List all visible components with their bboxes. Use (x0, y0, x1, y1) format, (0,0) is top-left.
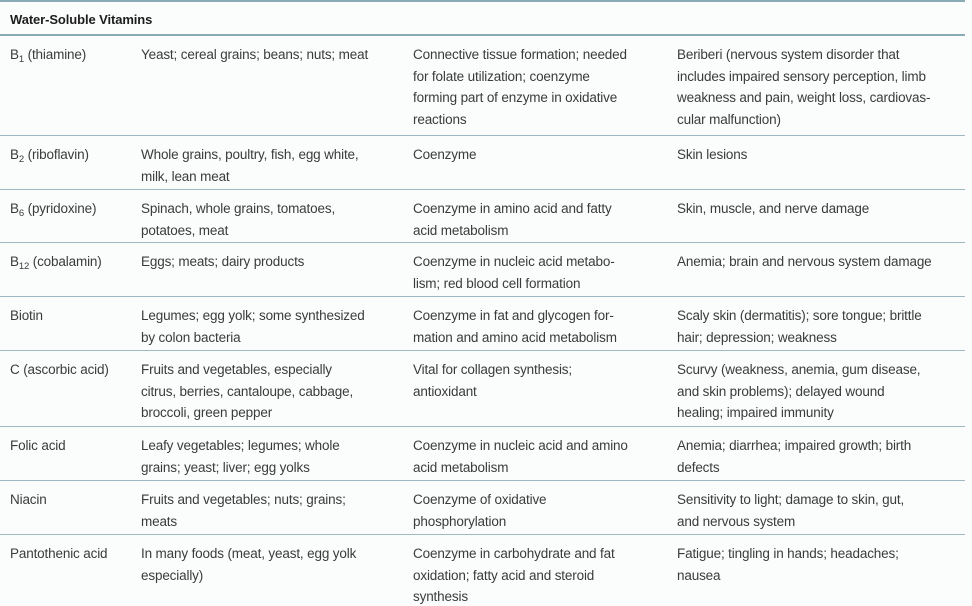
vitamin-name: Folic acid (10, 438, 66, 453)
sources-cell (141, 435, 403, 478)
sources-cell (141, 305, 403, 348)
table-row (0, 36, 965, 136)
deficiency-cell (677, 489, 967, 532)
cell-line: Eggs; meats; dairy products (141, 254, 305, 269)
cell-line: milk, lean meat (141, 168, 230, 184)
cell-line: phosphorylation (413, 513, 507, 529)
cell-line: Vital for collagen synthesis; (413, 362, 572, 377)
sources-cell (141, 198, 403, 241)
cell-line: includes impaired sensory perception, limb (677, 68, 926, 84)
cell-line: grains; yeast; liver; egg yolks (141, 459, 310, 475)
function-cell (413, 435, 665, 478)
table-header (0, 0, 965, 36)
cell-line: cular malfunction) (677, 111, 781, 127)
vitamin-common-name: (riboflavin) (24, 147, 89, 162)
table-title: Water-Soluble Vitamins (10, 12, 153, 27)
cell-line: Coenzyme in amino acid and fatty (413, 201, 612, 216)
cell-line: oxidation; fatty acid and steroid (413, 567, 595, 583)
cell-line: Coenzyme in fat and glycogen for- (413, 308, 614, 323)
sources-cell (141, 251, 403, 273)
vitamin-name: B (10, 147, 19, 162)
cell-line: Whole grains, poultry, fish, egg white, (141, 147, 359, 162)
function-cell (413, 198, 665, 241)
vitamin-subscript: 6 (18, 208, 24, 219)
sources-cell (141, 489, 403, 532)
deficiency-cell (677, 359, 967, 424)
table-row (0, 427, 965, 481)
cell-line: acid metabolism (413, 459, 509, 475)
sources-cell (141, 44, 403, 66)
cell-line: and skin problems); delayed wound (677, 383, 885, 399)
cell-line: Coenzyme in nucleic acid metabo- (413, 254, 615, 269)
vitamin-name: Biotin (10, 308, 43, 323)
table-row (0, 190, 965, 243)
cell-line: Scurvy (weakness, anemia, gum disease, (677, 362, 921, 377)
table-row (0, 297, 965, 351)
cell-line: Anemia; diarrhea; impaired growth; birth (677, 438, 912, 453)
cell-line: hair; depression; weakness (677, 329, 837, 345)
vitamin-name-cell (10, 144, 135, 171)
cell-line: healing; impaired immunity (677, 405, 834, 420)
cell-line: Fruits and vegetables; nuts; grains; (141, 492, 346, 507)
cell-line: weakness and pain, weight loss, cardiovas- (677, 90, 931, 105)
vitamin-subscript: 12 (18, 261, 30, 272)
cell-line: antioxidant (413, 383, 477, 399)
cell-line: Scaly skin (dermatitis); sore tongue; brittle (677, 308, 922, 323)
table-row (0, 535, 965, 606)
cell-line: Yeast; cereal grains; beans; nuts; meat (141, 47, 369, 62)
cell-line: nausea (677, 567, 721, 583)
cell-line: In many foods (meat, yeast, egg yolk (141, 546, 357, 561)
sources-cell (141, 144, 403, 187)
cell-line: Sensitivity to light; damage to skin, gut, (677, 492, 905, 507)
cell-line: citrus, berries, cantaloupe, cabbage, (141, 383, 354, 399)
cell-line: by colon bacteria (141, 329, 241, 345)
cell-line: Fruits and vegetables, especially (141, 362, 332, 377)
cell-line: broccoli, green pepper (141, 405, 273, 420)
vitamin-name: B (10, 201, 19, 216)
cell-line: synthesis (413, 589, 468, 604)
cell-line: acid metabolism (413, 222, 509, 238)
cell-line: Leafy vegetables; legumes; whole (141, 438, 340, 453)
vitamin-name: B (10, 254, 19, 269)
cell-line: defects (677, 459, 720, 475)
deficiency-cell (677, 144, 967, 166)
cell-line: Connective tissue formation; needed (413, 47, 627, 62)
function-cell (413, 144, 665, 166)
cell-line: Coenzyme of oxidative (413, 492, 547, 507)
sources-cell (141, 543, 403, 586)
table-row (0, 136, 965, 190)
deficiency-cell (677, 435, 967, 478)
function-cell (413, 359, 665, 402)
vitamin-common-name: (thiamine) (24, 47, 87, 62)
vitamin-subscript: 2 (18, 154, 24, 165)
deficiency-cell (677, 198, 967, 220)
cell-line: mation and amino acid metabolism (413, 329, 617, 345)
cell-line: Skin, muscle, and nerve damage (677, 201, 870, 216)
vitamin-name-cell (10, 489, 135, 511)
vitamin-name-cell (10, 305, 135, 327)
deficiency-cell (677, 543, 967, 586)
deficiency-cell (677, 305, 967, 348)
table-row (0, 243, 965, 297)
cell-line: for folate utilization; coenzyme (413, 68, 590, 84)
cell-line: especially) (141, 567, 204, 583)
cell-line: Coenzyme (413, 147, 477, 162)
vitamin-name-cell (10, 359, 135, 381)
function-cell (413, 44, 665, 130)
cell-line: lism; red blood cell formation (413, 275, 581, 291)
cell-line: Fatigue; tingling in hands; headaches; (677, 546, 899, 561)
vitamin-name-cell (10, 543, 135, 565)
cell-line: meats (141, 513, 178, 529)
sources-cell (141, 359, 403, 424)
cell-line: Spinach, whole grains, tomatoes, (141, 201, 336, 216)
cell-line: and nervous system (677, 513, 796, 529)
cell-line: forming part of enzyme in oxidative (413, 90, 618, 105)
function-cell (413, 543, 665, 606)
deficiency-cell (677, 44, 967, 130)
vitamin-name-cell (10, 435, 135, 457)
vitamin-common-name: (cobalamin) (29, 254, 102, 269)
cell-line: Anemia; brain and nervous system damage (677, 254, 932, 269)
vitamin-name-cell (10, 251, 135, 278)
cell-line: Skin lesions (677, 147, 748, 162)
vitamin-common-name: (pyridoxine) (24, 201, 97, 216)
vitamin-name: C (ascorbic acid) (10, 362, 109, 377)
function-cell (413, 489, 665, 532)
cell-line: potatoes, meat (141, 222, 229, 238)
function-cell (413, 251, 665, 294)
vitamin-name: B (10, 47, 19, 62)
table-row (0, 351, 965, 427)
vitamin-subscript: 1 (18, 54, 24, 65)
cell-line: Coenzyme in carbohydrate and fat (413, 546, 615, 561)
cell-line: Legumes; egg yolk; some synthesized (141, 308, 365, 323)
vitamin-name: Pantothenic acid (10, 546, 108, 561)
vitamin-name: Niacin (10, 492, 47, 507)
cell-line: Beriberi (nervous system disorder that (677, 47, 900, 62)
table-row (0, 481, 965, 535)
vitamin-name-cell (10, 198, 135, 225)
deficiency-cell (677, 251, 967, 273)
cell-line: reactions (413, 111, 467, 127)
vitamin-name-cell (10, 44, 135, 71)
cell-line: Coenzyme in nucleic acid and amino (413, 438, 628, 453)
function-cell (413, 305, 665, 348)
